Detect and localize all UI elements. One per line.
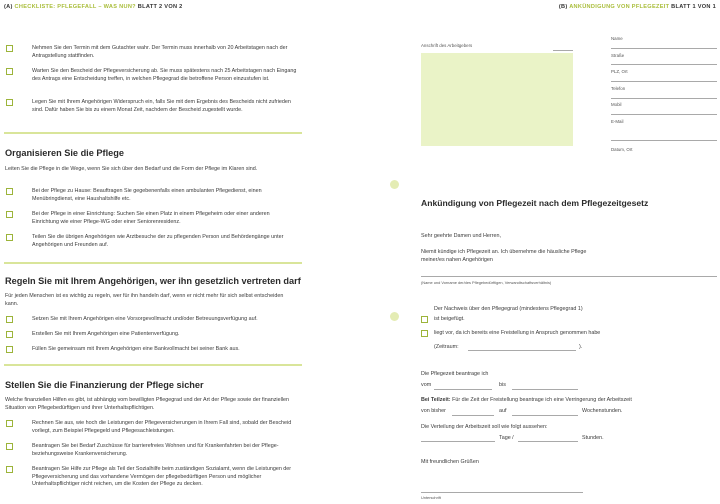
part-time-body: Für die Zeit der Freistellung beantrage ich eine Verringerung der Arbeitszeit [452,397,632,403]
checklist-item-representation-1: Setzen Sie mit Ihrem Angehörigen eine Vorsorgevollmacht und/oder Betreuungsverfügung auf. [32,316,258,322]
intro-text-line2: meiner/es nahen Angehörigen [421,257,493,263]
part-time-bold: Bei Teilzeit: [421,397,451,403]
checklist-item-financing-2: Beantragen Sie bei Bedarf Zuschüsse für barrierefreies Wohnen und für Krankenfahrten bei der Pflege- beziehungsweise Krankenversicherung. [32,443,279,457]
checklist-item-financing-3: Beantragen Sie Hilfe zur Pflege als Teil der Sozialhilfe beim zuständigen Sozialamt, wenn die Leistungen der Pflegeversicherung und das vorhandene Vermögen der pflegebedürftigen Person und möglicher Unterhaltspflichtiger nicht reichen, um die Kosten der Pflege zu decken. [32,466,292,488]
sheet-b-title: ANKÜNDIGUNG VON PFLEGEZEIT [569,4,670,10]
checkbox-organize-3[interactable] [6,234,13,241]
proof-existing-label: liegt vor, da ich bereits eine Freistellung in Anspruch genommen habe [434,330,601,336]
days-label: Tage / [499,435,514,441]
checkbox-organize-1[interactable] [6,188,13,195]
section-lead-organize: Leiten Sie die Pflege in die Wege, wenn Sie sich über den Bedarf und die Form der Pflege im Klaren sind. [5,166,258,172]
sender-field-label: Telefon [611,86,626,91]
sender-field-line[interactable] [611,64,717,65]
salutation: Sehr geehrte Damen und Herren, [421,233,502,239]
section-heading-representation: Regeln Sie mit Ihrem Angehörigen, wer ihn gesetzlich vertreten darf [5,276,301,286]
sender-field-label: Name [611,36,623,41]
weekly-hours-label: Wochenstunden. [582,408,623,414]
signature-caption: Unterschrift [421,495,441,500]
checklist-item-organize-1: Bei der Pflege zu Hause: Beauftragen Sie gegebenenfalls einen ambulanten Pflegedienst, einen Menübringdienst, eine Haushaltshilfe etc. [32,188,262,202]
to-date-line[interactable] [512,389,578,390]
checklist-item-representation-2: Erstellen Sie mit Ihrem Angehörigen eine Patientenverfügung. [32,331,180,337]
section-divider [4,364,302,366]
from-label: vom [421,382,432,388]
relative-name-caption: (Name und Vorname der/des Pflegebedürftigen, Verwandtschaftsverhältnis) [421,280,552,285]
new-hours-line[interactable] [512,415,578,416]
checkbox-top-3[interactable] [6,99,13,106]
signature-line[interactable] [421,492,583,493]
checkbox-financing-1[interactable] [6,420,13,427]
employer-address-label: Anschrift des Arbeitgebers [421,43,473,48]
sender-field-label: Mobil [611,102,622,107]
section-heading-financing: Stellen Sie die Finanzierung der Pflege sicher [5,380,204,390]
from-date-line[interactable] [434,389,492,390]
sender-field-label: PLZ, Ort [611,69,628,74]
checkbox-financing-2[interactable] [6,443,13,450]
checkbox-representation-2[interactable] [6,331,13,338]
period-input-line[interactable] [468,350,576,351]
proof-attached-label: ist beigefügt. [434,316,465,322]
distribution-text: Die Verteilung der Arbeitszeit soll wie folgt aussehen: [421,424,548,430]
sheet-a-prefix: (A) [4,4,13,10]
sheet-a-page: BLATT 2 VON 2 [137,4,183,10]
employer-address-line [553,50,573,51]
sender-field-line[interactable] [611,114,717,115]
sheet-b-header [559,4,716,10]
sender-field-line[interactable] [611,48,717,49]
sheet-b-page: BLATT 1 VON 1 [671,4,716,10]
distribution-hours-line[interactable] [518,441,578,442]
checklist-item-organize-3: Teilen Sie die übrigen Angehörigen wie Arztbesuche der zu pflegenden Person und Behördengänge unter Angehörigen und Freunden auf. [32,234,284,248]
sheet-a-title: CHECKLISTE: PFLEGEFALL – WAS NUN? [14,4,136,10]
sender-field-line[interactable] [611,98,717,99]
section-lead-representation: Für jeden Menschen ist es wichtig zu regeln, wer für ihn handeln darf, wenn er nicht mehr für sich selbst entscheiden kann. [5,293,284,307]
date-place-label: Datum, Ort [611,147,633,152]
checklist-item-top-2: Warten Sie den Bescheid der Pflegeversicherung ab. Sie muss spätestens nach 25 Arbeitstagen nach Eingang des Antrags eine Entscheidung treffen, in welchen Pflegegrad die betroffene Person einzustufen ist. [32,68,297,82]
checkbox-financing-3[interactable] [6,466,13,473]
section-lead-financing: Welche finanziellen Hilfen es gibt, ist abhängig vom bewilligten Pflegegrad und der Art der Pflege sowie der finanziellen Situation von Pflegebedürftigen und ihrer Unterhaltspflichtigen. [5,397,289,411]
checkbox-representation-1[interactable] [6,316,13,323]
section-divider [4,132,302,134]
part-time-text [421,397,632,405]
section-divider [4,262,302,264]
distribution-days-line[interactable] [421,441,495,442]
proof-text: Der Nachweis über den Pflegegrad (mindestens Pflegegrad 1) [434,306,583,312]
checkbox-representation-3[interactable] [6,346,13,353]
sender-field-line[interactable] [611,140,717,141]
checklist-item-financing-1: Rechnen Sie aus, wie hoch die Leistungen der Pflegeversicherungen in Ihrem Fall sind, sobald der Bescheid vorliegt, zum Beispiel Pflegegeld und Pflegesachleistungen. [32,420,292,434]
to-label: bis [499,382,506,388]
checkbox-organize-2[interactable] [6,211,13,218]
fold-mark-dot [390,312,399,321]
period-close: ). [579,344,583,350]
hours-label: Stunden. [582,435,604,441]
period-label: (Zeitraum: [434,344,459,350]
checkbox-proof-attached[interactable] [421,316,428,323]
checklist-item-representation-3: Füllen Sie gemeinsam mit Ihrem Angehörigen eine Bankvollmacht bei seiner Bank aus. [32,346,240,352]
apply-text: Die Pflegezeit beantrage ich [421,371,489,377]
relative-name-line[interactable] [421,276,717,277]
new-hours-label: auf [499,408,507,414]
sender-field-label: E-Mail [611,119,624,124]
checklist-item-top-1: Nehmen Sie den Termin mit dem Gutachter wahr. Der Termin muss innerhalb von 20 Arbeitstagen nach der Antragstellung stattfinden. [32,45,288,59]
checkbox-top-2[interactable] [6,68,13,75]
previous-hours-line[interactable] [452,415,494,416]
checklist-item-top-3: Legen Sie mit Ihrem Angehörigen Widerspruch ein, falls Sie mit dem Ergebnis des Bescheids nicht zufrieden sind. Dafür haben Sie bis zu einem Monat Zeit, nachdem der Bescheid zugestellt wurde. [32,99,291,113]
previous-hours-label: von bisher [421,408,446,414]
employer-address-field[interactable] [421,53,573,146]
form-title: Ankündigung von Pflegezeit nach dem Pflegezeitgesetz [421,198,649,208]
checklist-item-organize-2: Bei der Pflege in einer Einrichtung: Suchen Sie einen Platz in einem Pflegeheim oder einer anderen Einrichtung wie einer Pflege-WG oder einer Seniorenresidenz. [32,211,270,225]
checkbox-proof-existing[interactable] [421,330,428,337]
sender-field-label: Straße [611,53,625,58]
checkbox-top-1[interactable] [6,45,13,52]
sender-field-line[interactable] [611,81,717,82]
fold-mark-dot [390,180,399,189]
sheet-b-prefix: (B) [558,4,568,10]
intro-text-line1: Niemit kündige ich Pflegezeit an. Ich übernehme die häusliche Pflege [421,249,587,255]
section-heading-organize: Organisieren Sie die Pflege [5,148,124,158]
closing-greeting: Mit freundlichen Grüßen [421,459,479,465]
sheet-a-header [4,4,183,10]
